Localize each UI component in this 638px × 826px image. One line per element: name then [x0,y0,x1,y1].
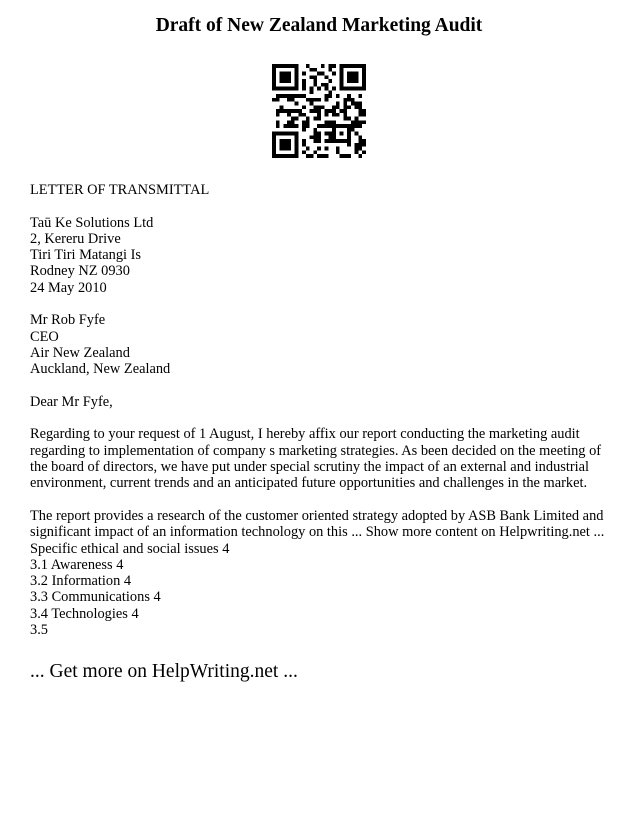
letter-heading: LETTER OF TRANSMITTAL [30,182,210,198]
sender-line: Rodney NZ 0930 [30,263,130,280]
sender-line: Tiri Tiri Matangi Is [30,247,142,264]
salutation: Dear Mr Fyfe, [30,393,113,410]
sender-line: Taū Ke Solutions Ltd [30,214,154,231]
toc-item: Specific ethical and social issues 4 [30,540,230,557]
toc-item: 3.3 Communications 4 [30,589,161,606]
letter-date: 24 May 2010 [30,279,107,296]
letter-body [30,182,610,638]
recipient-line: Air New Zealand [30,344,130,361]
paragraph-intro: Regarding to your request of 1 August, I hereby affix our report conducting the marketing audit regarding to implementation of company s marketing strategies. As been decided on the meeting of the board of directors, we have put under special scrutiny the impact of an external and industrial environment, current trends and an anticipated future opportunities and challenges in the market. [30,426,602,492]
document-title: Draft of New Zealand Marketing Audit [155,15,483,36]
sender-address [30,215,610,296]
recipient-line: Mr Rob Fyfe [30,312,106,329]
toc-item: 3.1 Awareness 4 [30,556,124,573]
toc-item: 3.5 [30,622,48,639]
table-of-contents [30,541,610,639]
recipient-line: Auckland, New Zealand [30,361,171,378]
spacer [30,296,610,312]
spacer [30,198,610,214]
spacer [30,410,610,426]
get-more-link[interactable]: ... Get more on HelpWriting.net ... [30,661,298,682]
spacer [30,378,610,394]
paragraph-report: The report provides a research of the customer oriented strategy adopted by ASB Bank Limited and significant impact of an information technology on this ... Show more content on Helpwriting.net ... [30,507,605,541]
qr-code-icon [272,64,366,158]
sender-line: 2, Kereru Drive [30,230,121,247]
spacer [30,492,610,508]
recipient-line: CEO [30,328,59,345]
recipient-address [30,312,610,377]
toc-item: 3.4 Technologies 4 [30,605,139,622]
toc-item: 3.2 Information 4 [30,573,132,590]
